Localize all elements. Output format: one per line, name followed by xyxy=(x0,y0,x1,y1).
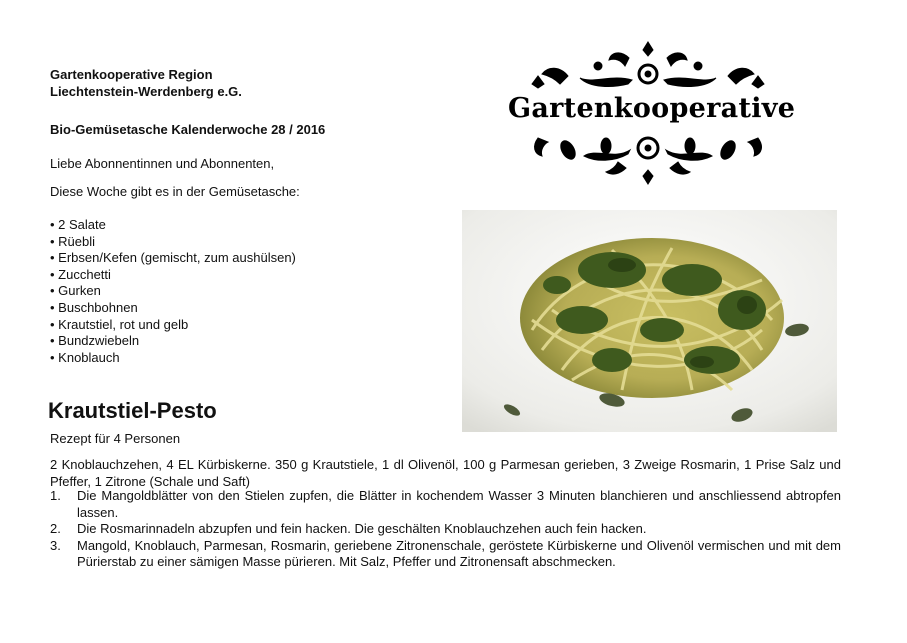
pasta-pesto-photo-icon xyxy=(462,210,837,432)
org-line-1: Gartenkooperative Region xyxy=(50,67,213,82)
recipe-ingredients: 2 Knoblauchzehen, 4 EL Kürbiskerne. 350 g Krautstiele, 1 dl Olivenöl, 100 g Parmesan gerieben, 3 Zweige Rosmarin, 1 Prise Salz und Pfeffer, 1 Zitrone (Schale und Saft) xyxy=(50,457,841,489)
list-item: • Rüebli xyxy=(50,233,96,249)
organization-name xyxy=(50,66,242,100)
recipe-step xyxy=(50,521,841,538)
list-item: • Krautstiel, rot und gelb xyxy=(50,316,189,332)
pesto-pasta-photo xyxy=(462,210,837,432)
list-item: • 2 Salate xyxy=(50,217,106,232)
list-item: • Knoblauch xyxy=(50,349,120,365)
logo-text: Gartenkooperative xyxy=(508,93,796,124)
list-item: • Buschbohnen xyxy=(50,299,138,315)
greeting: Liebe Abonnentinnen und Abonnenten, xyxy=(50,156,275,171)
org-line-2: Liechtenstein-Werdenberg e.G. xyxy=(50,84,242,99)
week-heading: Bio-Gemüsetasche Kalenderwoche 28 / 2016 xyxy=(50,122,326,137)
intro-text: Diese Woche gibt es in der Gemüsetasche: xyxy=(50,184,300,199)
recipe-step xyxy=(50,488,841,521)
step-number: 2. xyxy=(50,521,61,537)
step-text: Mangold, Knoblauch, Parmesan, Rosmarin, geriebene Zitronenschale, geröstete Kürbiskerne und Olivenöl vermischen und mit dem Pürierstab zu einer sämigen Masse pürieren. Mit Salz, Pfeffer und Zitronensaft abschmecken. xyxy=(77,537,841,570)
vegetable-list xyxy=(50,217,296,366)
step-text: Die Mangoldblätter von den Stielen zupfen, die Blätter in kochendem Wasser 3 Minuten blanchieren und anschliessend abtropfen lassen. xyxy=(77,488,841,520)
list-item: • Gurken xyxy=(50,283,101,299)
step-text: Die Rosmarinnadeln abzupfen und fein hacken. Die geschälten Knoblauchzehen auch fein hacken. xyxy=(77,521,647,537)
step-number: 3. xyxy=(50,537,61,553)
list-item: • Bundzwiebeln xyxy=(50,333,140,349)
list-item: • Zucchetti xyxy=(50,266,111,282)
recipe-title: Krautstiel-Pesto xyxy=(48,398,217,423)
gartenkooperative-logo xyxy=(508,38,796,188)
recipe-portions: Rezept für 4 Personen xyxy=(50,431,181,446)
recipe-steps xyxy=(50,488,841,571)
recipe-step xyxy=(50,538,841,571)
list-item: • Erbsen/Kefen (gemischt, zum aushülsen) xyxy=(50,250,296,266)
step-number: 1. xyxy=(50,488,61,503)
